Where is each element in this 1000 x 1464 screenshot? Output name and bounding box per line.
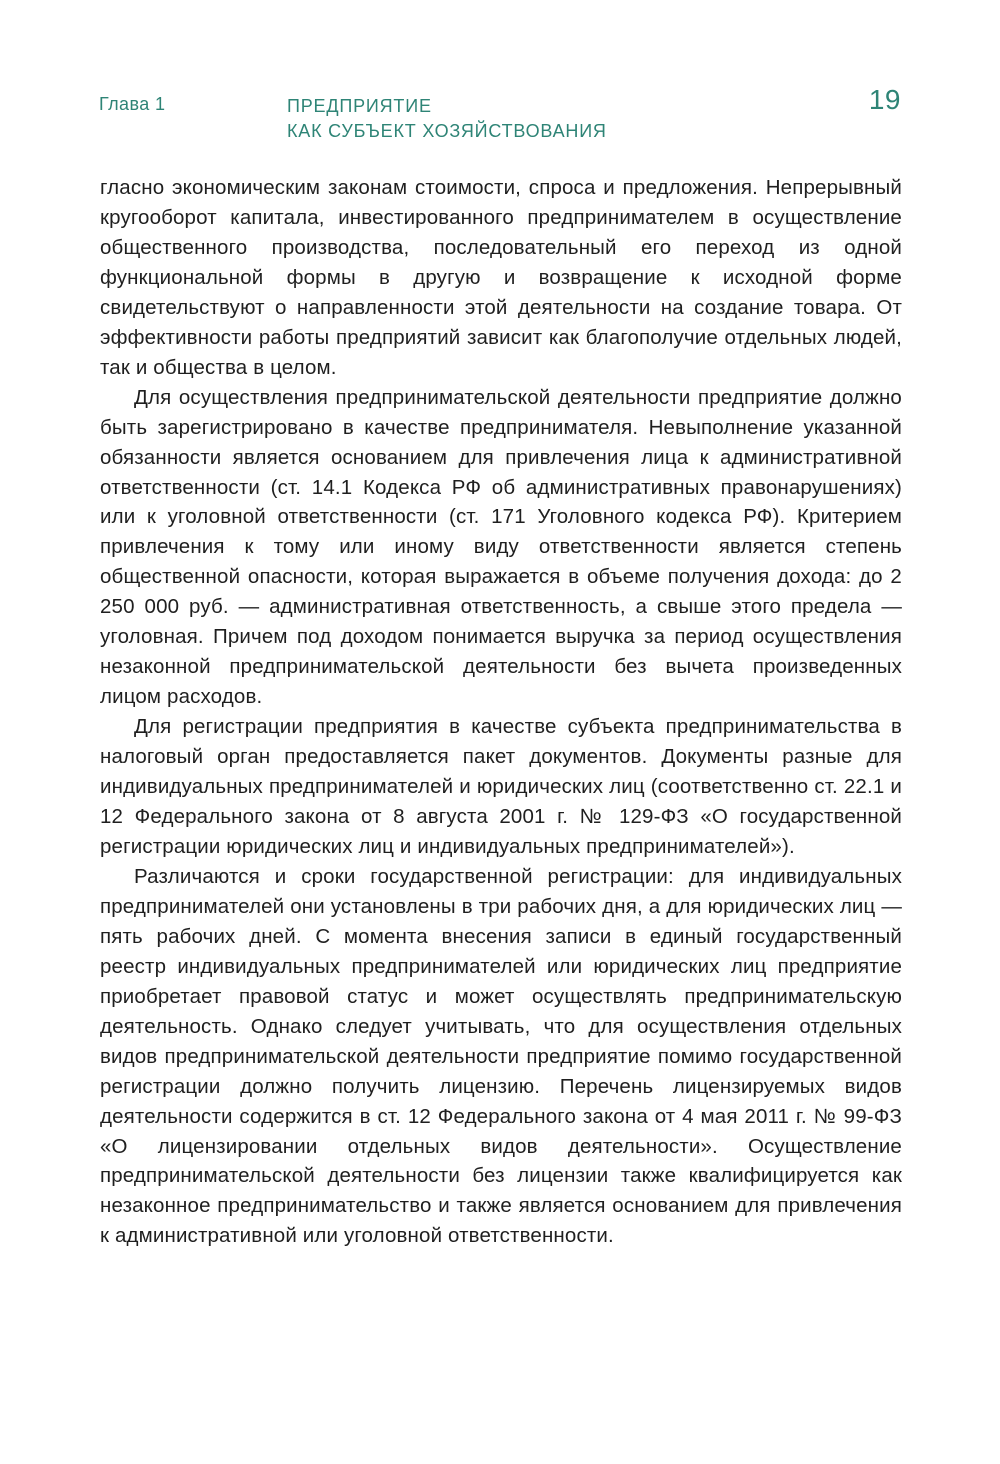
main-text <box>100 173 902 1251</box>
chapter-label: Глава 1 <box>99 94 166 114</box>
paragraph-1: гласно экономическим законам стоимости, спроса и предложения. Непрерывный кругооборот капитала, инвестированного предпринимателем в осуществление общественного производства, последовательный его переход из одной функциональной формы в другую и возвращение к исходной форме свидетельствуют о направленности этой деятельности на создание товара. От эффективности работы предприятий зависит как благополучие отдельных людей, так и общества в целом. <box>100 176 902 379</box>
page-number: 19 <box>868 84 901 115</box>
chapter-title-line-2: КАК СУБЪЕКТ ХОЗЯЙСТВОВАНИЯ <box>287 121 607 141</box>
paragraph-4: Различаются и сроки государственной регистрации: для индивидуальных предпринимателей они установлены в три рабочих дня, а для юридических лиц — пять рабочих дней. С момента внесения записи в единый государственный реестр индивидуальных предпринимателей или юридических лиц предприятие приобретает правовой статус и может осуществлять предпринимательскую деятельность. Однако следует учитывать, что для осуществления отдельных видов предпринимательской деятельности предприятие помимо государственной регистрации должно получить лицензию. Перечень лицензируемых видов деятельности содержится в ст. 12 Федерального закона от 4 мая 2011 г. № 99-ФЗ «О лицензировании отдельных видов деятельности». Осуществление предпринимательской деятельности без лицензии также квалифицируется как незаконное предпринимательство и также является основанием для привлечения к административной или уголовной ответственности. <box>100 864 902 1248</box>
chapter-title <box>287 94 607 144</box>
chapter-title-line-1: ПРЕДПРИЯТИЕ <box>287 96 432 116</box>
paragraph-3: Для регистрации предприятия в качестве субъекта предпринимательства в налоговый орган предоставляется пакет документов. Документы разные для индивидуальных предпринимателей и юридических лиц (соответственно ст. 22.1 и 12 Федерального закона от 8 августа 2001 г. № 129-ФЗ «О государственной регистрации юридических лиц и индивидуальных предпринимателей»). <box>100 715 902 858</box>
paragraph-2: Для осуществления предпринимательской деятельности предприятие должно быть зарегистрировано в качестве предпринимателя. Невыполнение указанной обязанности является основанием для привлечения лица к административной ответственности (ст. 14.1 Кодекса РФ об административных правонарушениях) или к уголовной ответственности (ст. 171 Уголовного кодекса РФ). Критерием привлечения к тому или иному виду ответственности является степень общественной опасности, которая выражается в объеме получения дохода: до 2 250 000 руб. — административная ответственность, а свыше этого предела — уголовная. Причем под доходом понимается выручка за период осуществления незаконной предпринимательской деятельности без вычета произведенных лицом расходов. <box>100 385 902 709</box>
running-header <box>99 86 901 146</box>
